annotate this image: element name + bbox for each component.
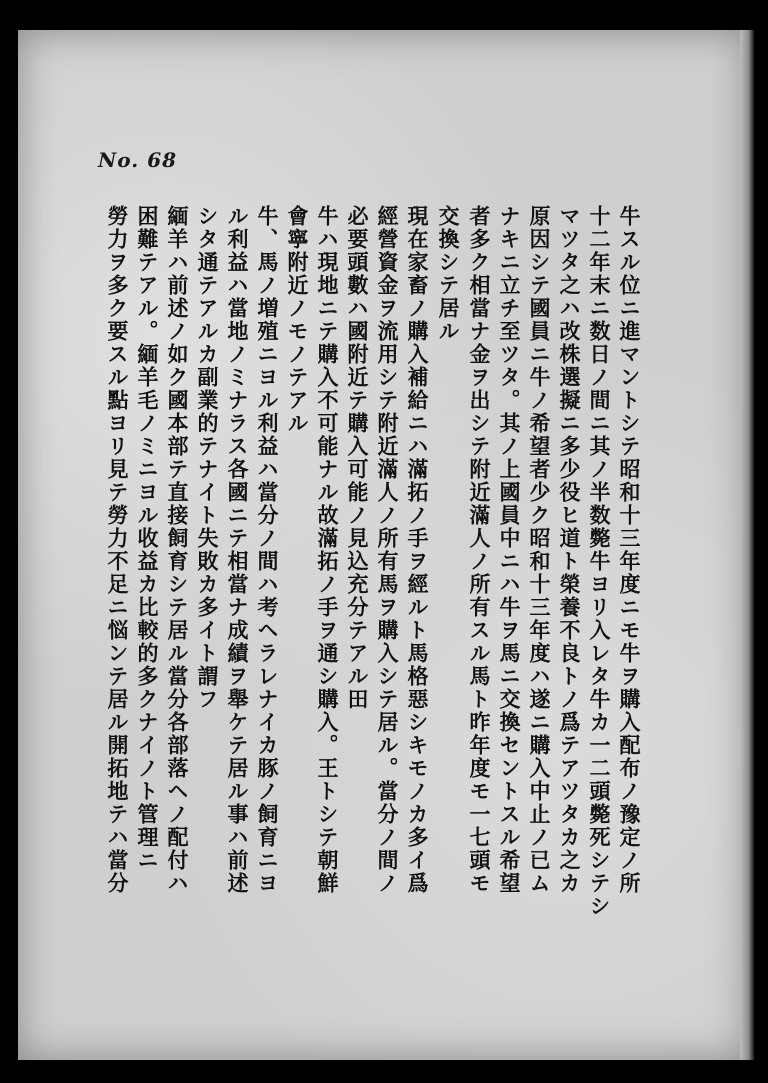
text-column-17: 困難テアル。緬羊毛ノミニヨル收益カ比較的多クナイノト管理ニ [135, 205, 159, 872]
text-column-11: 牛ハ現地ニテ購入不可能ナル故滿拓ノ手ヲ通シ購入。王トシテ朝鮮 [315, 205, 339, 895]
text-column-4: 原因シテ國員ニ牛ノ希望者少ク昭和十三年度ハ遂ニ購入中止ノ已ム [527, 205, 551, 895]
text-column-15: シタ通テアルカ副業的テナイト失敗カ多イト謂フ [195, 205, 219, 711]
text-column-8: 現在家畜ノ購入補給ニハ滿拓ノ手ヲ經ルト馬格惡シキモノカ多イ爲 [405, 205, 429, 895]
text-column-3: マツタ之ハ改株選擬ニ多少役ヒ道ト榮養不良トノ爲テアツタカ之カ [557, 205, 581, 895]
text-column-9: 經營資金ヲ流用シテ附近滿人ノ所有馬ヲ購入シテ居ル。當分ノ間ノ [375, 205, 399, 895]
text-column-10: 必要頭數ハ國附近テ購入可能ノ見込充分テアル田 [345, 205, 369, 711]
text-column-2: 十二年末ニ数日ノ間ニ其ノ半数斃牛ヨリ入レタ牛カ一二頭斃死シテシ [587, 205, 611, 918]
text-column-12: 會寧附近ノモノテアル [285, 205, 309, 435]
text-column-13: 牛、馬ノ増殖ニヨル利益ハ當分ノ間ハ考ヘラレナイカ豚ノ飼育ニヨ [255, 205, 279, 895]
text-column-14: ル利益ハ當地ノミナラス各國ニテ相當ナ成績ヲ舉ケテ居ル事ハ前述 [225, 205, 249, 895]
text-column-7: 交換シテ居ル [436, 205, 460, 343]
page-number: No. 68 [98, 148, 178, 172]
text-column-16: 緬羊ハ前述ノ如ク國本部テ直接飼育シテ居ル當分各部落ヘノ配付ハ [165, 205, 189, 895]
text-column-5: ナキニ立チ至ツタ。其ノ上國員中ニハ牛ヲ馬ニ交換セントスル希望 [497, 205, 521, 895]
text-column-1: 牛スル位ニ進マントシテ昭和十三年度ニモ牛ヲ購入配布ノ豫定ノ所 [617, 205, 641, 895]
text-column-6: 者多ク相當ナ金ヲ出シテ附近滿人ノ所有スル馬ト昨年度モ一七頭モ [467, 205, 491, 895]
text-column-18: 勞力ヲ多ク要スル點ヨリ見テ勞力不足ニ悩ンテ居ル開拓地テハ當分 [105, 205, 129, 895]
page-edge [740, 30, 754, 1060]
